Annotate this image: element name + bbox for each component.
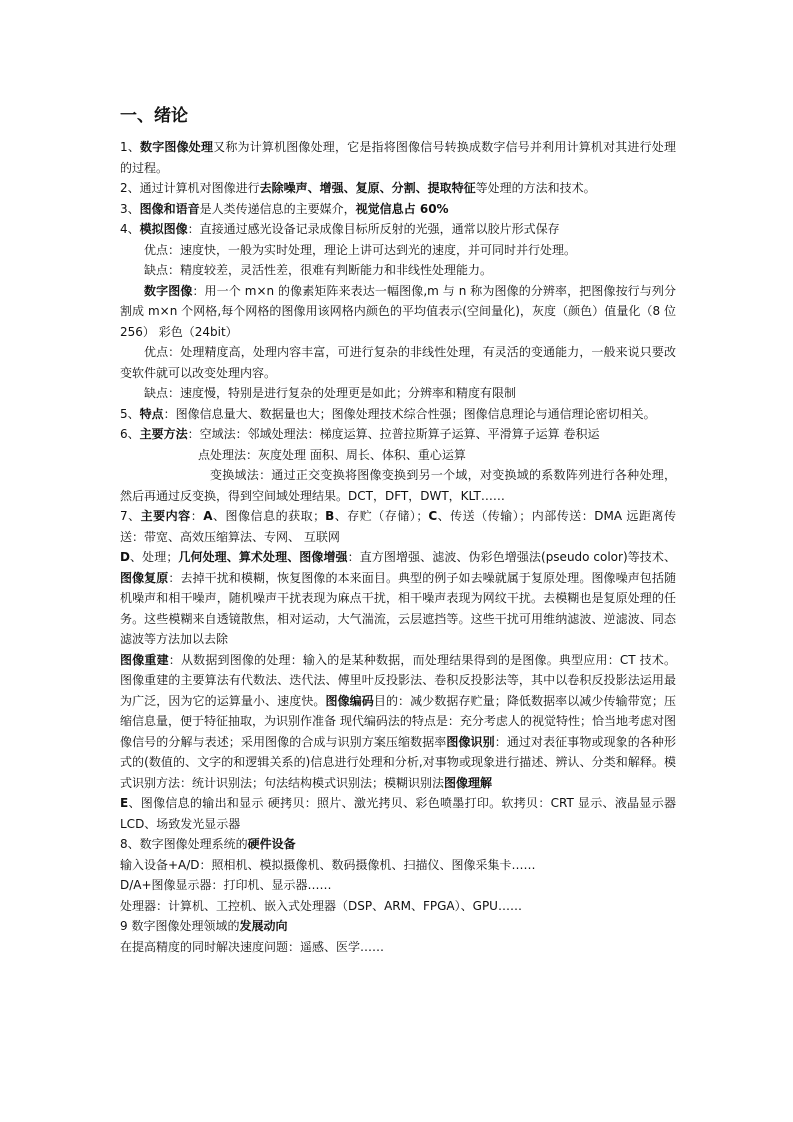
paragraph [120, 937, 676, 958]
text-run: 、存贮（存储）； [334, 509, 429, 523]
document-page [120, 104, 676, 957]
text-run: D/A+图像显示器：打印机、显示器…… [120, 878, 332, 892]
text-run: 4、 [120, 222, 140, 236]
paragraph [120, 465, 676, 506]
text-run: 等处理的方法和技术。 [475, 181, 596, 195]
paragraph [120, 855, 676, 876]
text-run: 1、 [120, 140, 141, 154]
text-run: 、处理； [129, 550, 179, 564]
paragraph [120, 260, 676, 281]
bold-text: 图像重建 [120, 652, 169, 667]
paragraph [120, 178, 676, 199]
text-run: 又称为计算机图像处理，它是指将图像信号转换成数字信号并利用计算机对其进行处理的过程。 [120, 140, 676, 175]
bold-text: 图像和语音 [139, 201, 200, 216]
text-run: ：去掉干扰和模糊，恢复图像的本来面目。典型的例子如去噪就属于复原处理。图像噪声包括随机噪声和相干噪声，随机噪声干扰表现为麻点干扰，相干噪声表现为网纹干扰。去模糊也是复原处理的任务。这些模糊来自透镜散焦，相对运动，大气湍流，云层遮挡等。这些干扰可用维纳滤波、逆滤波、同态滤波等方法加以去除 [120, 570, 676, 646]
text-run: 5、 [120, 406, 140, 421]
text-run: ：通过对表征事物或现象的各种形式的(数值的、文字的和逻辑关系的)信息进行处理和分析,对事物或现象进行描述、辨认、分类和解释。模式识别方法：统计识别法；句法结构模式识别法；模糊识别法 [120, 734, 676, 790]
bold-text: C [428, 509, 438, 523]
paragraph [120, 650, 676, 794]
paragraph [120, 896, 676, 917]
text-run: 点处理法：灰度处理 面积、周长、体积、重心运算 [198, 447, 466, 462]
bold-text: B [325, 509, 335, 523]
bold-text: 图像识别 [446, 734, 495, 749]
text-run: ：空域法：邻域处理法：梯度运算、拉普拉斯算子运算、平滑算子运算 卷积运 [187, 427, 600, 441]
text-run: ：直接通过感光设备记录成像目标所反射的光强，通常以胶片形式保存 [187, 222, 560, 236]
bold-text: A [203, 509, 213, 523]
text-run: 、图像信息的输出和显示 硬拷贝：照片、激光拷贝、彩色喷墨打印。软拷贝：CRT 显示、液晶显示器 LCD、场致发光显示器 [120, 796, 676, 831]
text-run: 在提高精度的同时解决速度问题：遥感、医学…… [120, 939, 385, 954]
paragraph [120, 199, 676, 220]
bold-text: 主要方法 [139, 427, 188, 441]
text-run: 7、 [120, 509, 141, 523]
paragraph [120, 793, 676, 834]
bold-text: D [120, 550, 130, 564]
text-run: 3、 [120, 201, 140, 216]
paragraph [120, 445, 676, 466]
paragraph [120, 506, 676, 547]
text-run: ：直方图增强、滤波、伪彩色增强法(pseudo color)等技术、 [347, 550, 676, 564]
paragraph [120, 281, 676, 343]
text-run: 9 数字图像处理领域的 [120, 919, 240, 933]
paragraph [120, 219, 676, 240]
text-run: 输入设备+A/D：照相机、模拟摄像机、数码摄像机、扫描仪、图像采集卡…… [120, 857, 536, 872]
bold-text: 主要内容 [140, 509, 191, 523]
bold-text: 发展动向 [239, 919, 288, 933]
bold-text: 数字图像 [144, 283, 193, 298]
text-run: 6、 [120, 427, 140, 441]
text-run: 缺点：速度慢，特别是进行复杂的处理更是如此；分辨率和精度有限制 [144, 386, 517, 400]
bold-text: 图像复原 [120, 570, 169, 585]
paragraph [120, 342, 676, 383]
paragraph [120, 834, 676, 855]
section-title: 一、绪论 [120, 106, 188, 126]
bold-text: 特点 [139, 406, 164, 421]
bold-text: 图像理解 [444, 775, 493, 790]
paragraph [120, 916, 676, 937]
text-run: 变换域法：通过正交变换将图像变换到另一个域，对变换域的系数阵列进行各种处理，然后再通过反变换，得到空间域处理结果。DCT，DFT，DWT，KLT…… [120, 468, 676, 503]
bold-text: E [120, 796, 129, 810]
bold-text: 视觉信息占 60% [355, 201, 449, 216]
bold-text: 几何处理、算术处理、图像增强 [178, 550, 348, 564]
text-run: 处理器：计算机、工控机、嵌入式处理器（DSP、ARM、FPGA）、GPU…… [120, 898, 522, 913]
text-run: 缺点：精度较差，灵活性差，很难有判断能力和非线性处理能力。 [144, 263, 493, 277]
bold-text: 图像编码 [325, 693, 374, 708]
paragraph [120, 383, 676, 404]
text-run: 2、通过计算机对图像进行 [120, 181, 260, 195]
paragraph [120, 424, 676, 445]
text-run: ： [190, 509, 204, 523]
text-run: 是人类传递信息的主要媒介， [199, 201, 356, 216]
paragraph [120, 404, 676, 425]
text-run: 、传送（传输）；内部传送：DMA 远距离传送：带宽、高效压缩算法、专网、 互联网 [120, 509, 676, 544]
text-run: 优点：速度快，一般为实时处理，理论上讲可达到光的速度，并可同时并行处理。 [144, 242, 577, 257]
bold-text: 去除噪声、增强、复原、分割、提取特征 [259, 181, 476, 195]
text-run: 目的：减少数据存贮量；降低数据率以减少传输带宽；压缩信息量，便于特征抽取，为识别作准备 现代编码法的特点是：充分考虑人的视觉特性；恰当地考虑对图像信号的分解与表述；采用图像的合成与识别方案压缩数据率 [120, 693, 676, 749]
text-run: 优点：处理精度高，处理内容丰富，可进行复杂的非线性处理，有灵活的变通能力，一般来说只要改变软件就可以改变处理内容。 [120, 345, 676, 380]
text-run: ：用一个 m×n 的像素矩阵来表达一幅图像,m 与 n 称为图像的分辨率，把图像按行与列分割成 m×n 个网格,每个网格的图像用该网格内颜色的平均值表示(空间量化)，灰度（颜色）值量化（8 位 256） 彩色（24bit） [120, 283, 676, 339]
bold-text: 数字图像处理 [140, 140, 214, 154]
text-run: 8、数字图像处理系统的 [120, 837, 248, 851]
text-run: ：从数据到图像的处理：输入的是某种数据，而处理结果得到的是图像。典型应用：CT 技术。 图像重建的主要算法有代数法、迭代法、傅里叶反投影法、卷积反投影法等，其中以卷积反投影法运用最为广泛，因为它的运算量小、速度快。 [120, 652, 676, 708]
bold-text: 模拟图像 [139, 222, 188, 236]
paragraph [120, 875, 676, 896]
paragraph [120, 240, 676, 261]
bold-text: 硬件设备 [247, 837, 296, 851]
text-run: ：图像信息量大、数据量也大；图像处理技术综合性强；图像信息理论与通信理论密切相关。 [163, 406, 656, 421]
text-run: 、图像信息的获取； [212, 509, 326, 523]
paragraph [120, 137, 676, 178]
document-body [120, 137, 676, 957]
paragraph [120, 547, 676, 650]
